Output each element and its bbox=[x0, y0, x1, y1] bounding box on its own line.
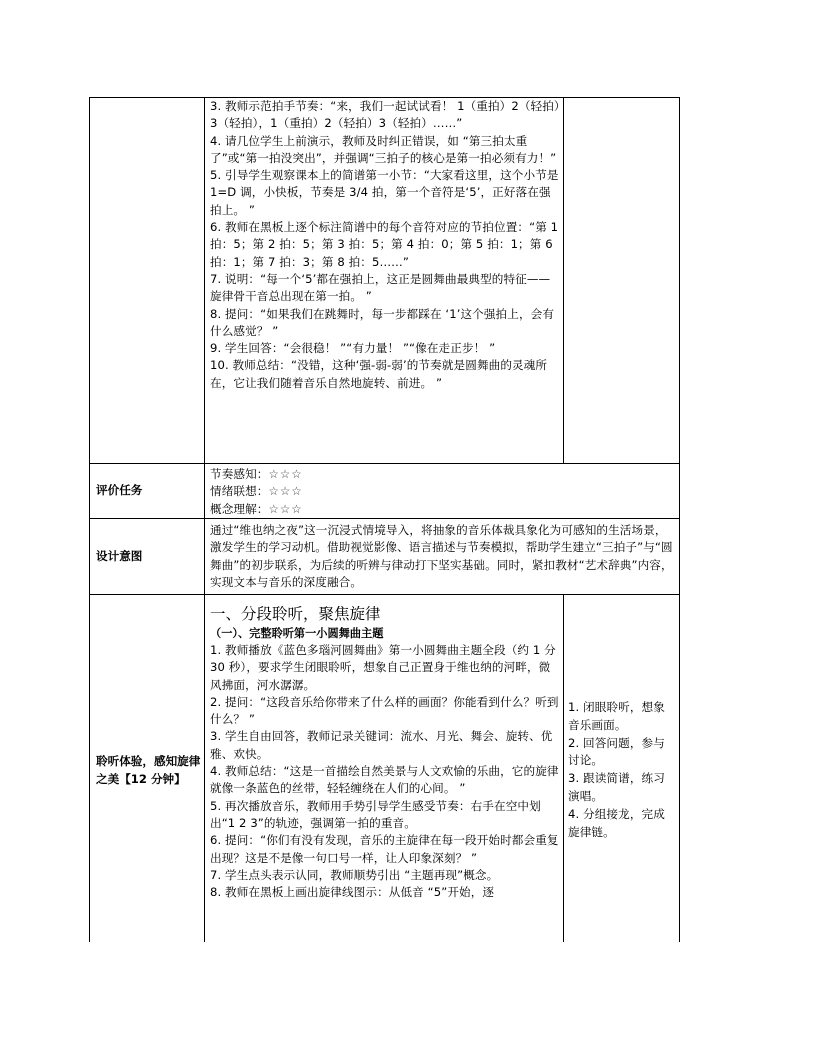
row-label: 评价任务 bbox=[96, 483, 143, 497]
lesson-plan-table bbox=[89, 97, 680, 942]
paragraph: 6. 提问：“你们有没有发现，音乐的主旋律在每一段开始时都会重复出现？这是不是像一句口号一样，让人印象深刻？ ” bbox=[210, 833, 559, 865]
row3-label-cell bbox=[96, 547, 201, 571]
table-border-left bbox=[89, 97, 90, 942]
row-label: 聆听体验，感知旋律之美【12 分钟】 bbox=[96, 754, 201, 786]
student-activity: 2. 回答问题，参与讨论。 bbox=[568, 735, 665, 768]
design-intent-text: 通过“维也纳之夜”这一沉浸式情境导入，将抽象的音乐体裁具象化为可感知的生活场景，激发学生的学习动机。借助视觉影像、语言描述与节奏模拟，帮助学生建立“三拍子”与“圆舞曲”的初步联系，为后续的听辨与律动打下坚实基础。同时，紧扣教材“艺术辞典”内容，实现文本与音乐的深度融合。 bbox=[210, 523, 673, 589]
row-divider bbox=[89, 463, 680, 464]
star-rating-icon: ☆☆☆ bbox=[268, 501, 303, 516]
evaluation-item-name: 概念理解： bbox=[210, 501, 269, 516]
row2-label-cell bbox=[96, 481, 201, 505]
paragraph: 8. 教师在黑板上画出旋律线图示：从低音 “5”开始，逐 bbox=[210, 885, 495, 900]
paragraph: 7. 说明：“每一个‘5’都在强拍上，这正是圆舞曲最典型的特征——旋律骨干音总出现在第一拍。 ” bbox=[210, 271, 551, 304]
evaluation-item bbox=[210, 501, 670, 518]
student-activity: 1. 闭眼聆听，想象音乐画面。 bbox=[568, 700, 665, 732]
row4-label-cell bbox=[96, 752, 201, 812]
row1-content-cell bbox=[210, 98, 563, 462]
paragraph: 7. 学生点头表示认同，教师顺势引出 “主题再现”概念。 bbox=[210, 867, 499, 882]
paragraph: 4. 教师总结：“这是一首描绘自然美景与人文欢愉的乐曲，它的旋律就像一条蓝色的丝带，轻轻缠绕在人们的心间。 ” bbox=[210, 764, 559, 796]
student-activity: 4. 分组接龙，完成旋律链。 bbox=[568, 806, 665, 839]
column-divider bbox=[563, 594, 564, 942]
student-activity: 3. 跟读简谱，练习演唱。 bbox=[568, 771, 665, 803]
star-rating-icon: ☆☆☆ bbox=[268, 467, 303, 481]
paragraph: 10. 教师总结：“没错，这种‘强-弱-弱’的节奏就是圆舞曲的灵魂所在，它让我们随着音乐自然地旋转、前进。 ” bbox=[210, 358, 548, 390]
evaluation-item-name: 节奏感知： bbox=[210, 467, 269, 481]
row-divider bbox=[89, 594, 680, 595]
paragraph: 2. 提问：“这段音乐给你带来了什么样的画面？你能看到什么？听到什么？ ” bbox=[210, 694, 559, 727]
evaluation-item-name: 情绪联想： bbox=[210, 484, 269, 499]
paragraph: 8. 提问：“如果我们在跳舞时，每一步都踩在 ‘1’这个强拍上，会有什么感觉？ ” bbox=[210, 306, 555, 338]
evaluation-item bbox=[210, 483, 670, 500]
paragraph: 3. 教师示范拍手节奏：“来，我们一起试试看！ 1（重拍）2（轻拍）3（轻拍），1（重拍）2（轻拍）3（轻拍）……” bbox=[210, 99, 560, 131]
table-border-right bbox=[679, 97, 680, 942]
paragraph: 5. 引导学生观察课本上的简谱第一小节：“大家看这里，这个小节是 1=D 调，小快板，节奏是 3/4 拍，第一个音符是‘5’，正好落在强拍上。 ” bbox=[210, 168, 563, 217]
row3-content-cell bbox=[210, 522, 674, 593]
row-label: 设计意图 bbox=[96, 549, 143, 563]
evaluation-item bbox=[210, 466, 670, 483]
row4-content-cell bbox=[210, 604, 560, 942]
paragraph: 4. 请几位学生上前演示，教师及时纠正错误，如 “第三拍太重了”或“第一拍没突出”，并强调“三拍子的核心是第一拍必须有力！” bbox=[210, 133, 557, 165]
section-heading: 一、分段聆听，聚焦旋律 bbox=[210, 605, 381, 623]
paragraph: 3. 学生自由回答，教师记录关键词：流水、月光、舞会、旋转、优雅、欢快。 bbox=[210, 729, 553, 761]
paragraph: 9. 学生回答：“会很稳！ ”“有力量！ ”“像在走正步！ ” bbox=[210, 341, 496, 356]
paragraph: 5. 再次播放音乐，教师用手势引导学生感受节奏：右手在空中划出“1 2 3”的轨迹，强调第一拍的重音。 bbox=[210, 798, 541, 830]
subsection-heading: （一）、完整聆听第一小圆舞曲主题 bbox=[210, 627, 384, 640]
row2-content-cell bbox=[210, 466, 670, 518]
paragraph: 1. 教师播放《蓝色多瑙河圆舞曲》第一小圆舞曲主题全段（约 1 分 30 秒），要求学生闭眼聆听，想象自己正置身于维也纳的河畔，微风拂面，河水潺潺。 bbox=[210, 643, 560, 692]
star-rating-icon: ☆☆☆ bbox=[268, 484, 303, 499]
paragraph: 6. 教师在黑板上逐个标注简谱中的每个音符对应的节拍位置：“第 1 拍：5；第 2 拍：5；第 3 拍：5；第 4 拍：0；第 5 拍：1；第 6 拍：1；第 7 拍：3；第 8 拍：5……” bbox=[210, 220, 562, 269]
column-divider bbox=[563, 97, 564, 464]
column-divider bbox=[204, 97, 205, 942]
row4-student-activity-cell bbox=[568, 699, 676, 859]
row-divider bbox=[89, 518, 680, 519]
